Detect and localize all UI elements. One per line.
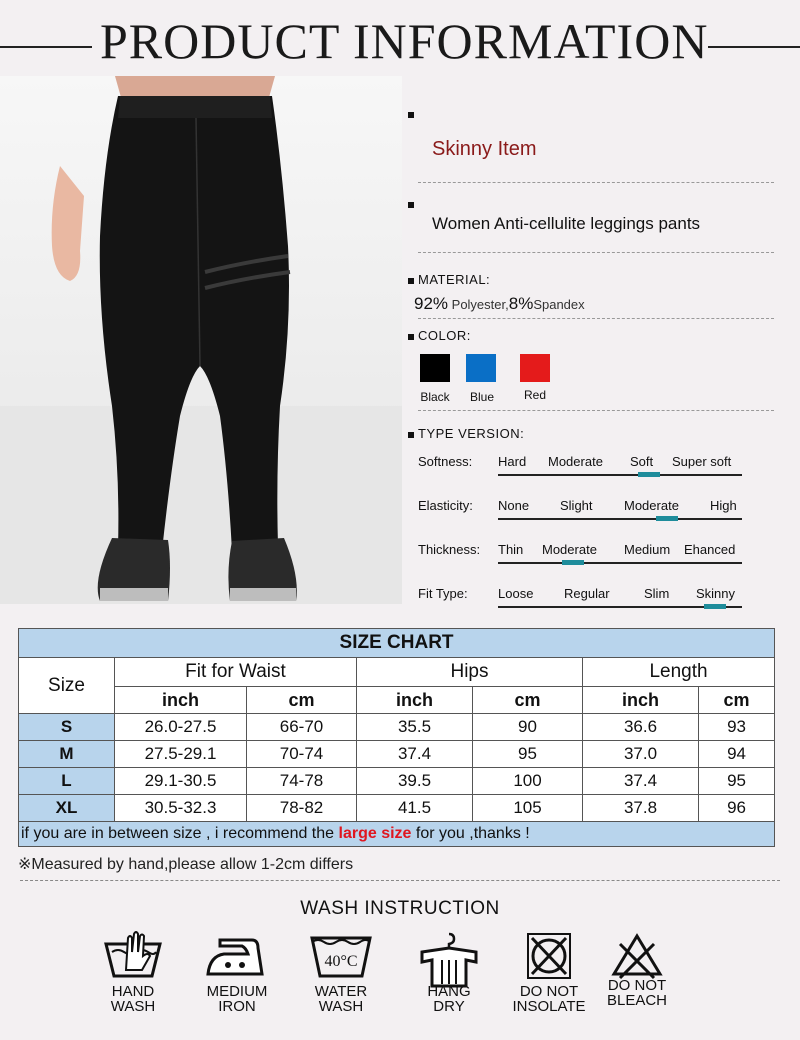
scale-option: Soft <box>630 454 654 469</box>
size-value-cell: 26.0-27.5 <box>115 714 247 741</box>
wash-item <box>88 930 178 1014</box>
scale-option: Super soft <box>672 454 732 469</box>
scale-line <box>498 518 742 520</box>
divider <box>418 252 774 253</box>
scale-selected-marker <box>562 560 584 565</box>
bullet-icon <box>408 112 414 118</box>
bullet-icon <box>408 432 414 438</box>
wash-item <box>404 930 494 1014</box>
scale-option: Skinny <box>696 586 736 601</box>
color-label: COLOR: <box>418 328 471 343</box>
size-value-cell: 27.5-29.1 <box>115 741 247 768</box>
wash-item <box>592 930 682 1008</box>
size-value-cell: 70-74 <box>247 741 357 768</box>
leggings-illustration <box>0 76 402 604</box>
wash-item <box>504 930 594 1014</box>
type-version-scale <box>498 542 742 572</box>
color-swatch-red[interactable] <box>520 354 550 382</box>
scale-option: Moderate <box>624 498 679 513</box>
divider <box>418 410 774 411</box>
size-value-cell: 78-82 <box>247 795 357 822</box>
product-tagline: Skinny Item <box>432 138 537 160</box>
divider <box>418 318 774 319</box>
hang-dry-icon <box>414 930 484 988</box>
unit-row <box>19 687 775 714</box>
scale-option: Moderate <box>548 454 603 469</box>
water-wash-icon <box>306 930 376 982</box>
measure-note: ※Measured by hand,please allow 1-2cm differs <box>18 856 354 873</box>
unit-header: inch <box>115 687 247 714</box>
wash-item <box>296 930 386 1014</box>
size-value-cell: 30.5-32.3 <box>115 795 247 822</box>
do-not-insolate-icon <box>514 930 584 982</box>
color-swatch-blue[interactable] <box>466 354 496 382</box>
wash-caption: WATER WASH <box>314 983 368 1015</box>
scale-selected-marker <box>656 516 678 521</box>
type-version-row-label: Thickness: <box>418 542 481 557</box>
table-row <box>19 795 775 822</box>
wash-caption: DO NOT BLEACH <box>606 977 668 1009</box>
material-value: 92% Polyester,8%Spandex <box>414 294 585 313</box>
scale-option: Moderate <box>542 542 597 557</box>
unit-header: cm <box>473 687 583 714</box>
size-value-cell: 37.4 <box>583 768 699 795</box>
scale-option: Regular <box>564 586 610 601</box>
scale-option: None <box>498 498 530 513</box>
type-version-label: TYPE VERSION: <box>418 426 525 441</box>
product-name: Women Anti-cellulite leggings pants <box>432 214 701 233</box>
scale-option: Thin <box>498 542 524 557</box>
page-title: PRODUCT INFORMATION <box>100 13 709 69</box>
wash-title: WASH INSTRUCTION <box>300 898 500 919</box>
wash-caption: HAND WASH <box>110 983 156 1015</box>
unit-header: inch <box>583 687 699 714</box>
medium-iron-icon <box>202 930 272 982</box>
size-chart-title: SIZE CHART <box>19 629 775 658</box>
wash-caption: HANG DRY <box>427 983 471 1015</box>
color-name: Black <box>420 390 450 404</box>
scale-selected-marker <box>704 604 726 609</box>
size-value-cell: 41.5 <box>357 795 473 822</box>
svg-text:40°C: 40°C <box>324 953 358 970</box>
type-version-row-label: Fit Type: <box>418 586 468 601</box>
size-header: Size <box>19 658 115 714</box>
type-version-row-label: Elasticity: <box>418 498 473 513</box>
size-value-cell: 95 <box>473 741 583 768</box>
wash-item <box>192 930 282 1014</box>
size-value-cell: 94 <box>699 741 775 768</box>
type-version-scale <box>498 454 742 484</box>
size-value-cell: 93 <box>699 714 775 741</box>
wash-caption: DO NOT INSOLATE <box>512 983 586 1015</box>
size-value-cell: 37.8 <box>583 795 699 822</box>
hand-wash-icon <box>98 930 168 982</box>
scale-selected-marker <box>638 472 660 477</box>
table-row <box>19 741 775 768</box>
divider <box>418 182 774 183</box>
product-photo <box>0 76 402 604</box>
size-value-cell: 105 <box>473 795 583 822</box>
size-cell: M <box>19 741 115 768</box>
material-label: MATERIAL: <box>418 272 491 287</box>
wash-caption: MEDIUM IRON <box>206 983 268 1015</box>
scale-line <box>498 562 742 564</box>
header-rule-left <box>0 46 92 48</box>
size-value-cell: 90 <box>473 714 583 741</box>
size-value-cell: 39.5 <box>357 768 473 795</box>
table-row <box>19 768 775 795</box>
size-value-cell: 35.5 <box>357 714 473 741</box>
size-value-cell: 37.0 <box>583 741 699 768</box>
size-cell: S <box>19 714 115 741</box>
group-header: Hips <box>357 658 583 687</box>
header-rule-right <box>708 46 800 48</box>
color-name: Blue <box>469 390 495 404</box>
size-value-cell: 29.1-30.5 <box>115 768 247 795</box>
type-version-row-label: Softness: <box>418 454 473 469</box>
type-version-scale <box>498 586 742 616</box>
bullet-icon <box>408 278 414 284</box>
scale-option: Medium <box>624 542 671 557</box>
type-version-scale <box>498 498 742 528</box>
scale-option: Slight <box>560 498 593 513</box>
unit-header: cm <box>699 687 775 714</box>
size-value-cell: 95 <box>699 768 775 795</box>
size-value-cell: 96 <box>699 795 775 822</box>
size-value-cell: 37.4 <box>357 741 473 768</box>
unit-header: cm <box>247 687 357 714</box>
bullet-icon <box>408 202 414 208</box>
unit-header: inch <box>357 687 473 714</box>
size-value-cell: 36.6 <box>583 714 699 741</box>
table-row <box>19 714 775 741</box>
scale-option: Ehanced <box>684 542 736 557</box>
color-name: Red <box>523 388 546 402</box>
scale-option: Hard <box>498 454 527 469</box>
size-cell: XL <box>19 795 115 822</box>
product-info <box>404 92 800 612</box>
size-note: if you are in between size , i recommend the large size for you ,thanks ! <box>19 822 775 847</box>
scale-line <box>498 474 742 476</box>
divider <box>20 880 780 881</box>
group-header: Length <box>583 658 775 687</box>
header <box>0 0 800 78</box>
size-value-cell: 66-70 <box>247 714 357 741</box>
group-header: Fit for Waist <box>115 658 357 687</box>
color-swatch-black[interactable] <box>420 354 450 382</box>
scale-option: High <box>710 498 737 513</box>
bullet-icon <box>408 334 414 340</box>
size-value-cell: 74-78 <box>247 768 357 795</box>
scale-option: Loose <box>498 586 534 601</box>
size-value-cell: 100 <box>473 768 583 795</box>
scale-option: Slim <box>644 586 670 601</box>
do-not-bleach-icon <box>602 930 672 982</box>
size-cell: L <box>19 768 115 795</box>
size-chart <box>18 628 775 847</box>
